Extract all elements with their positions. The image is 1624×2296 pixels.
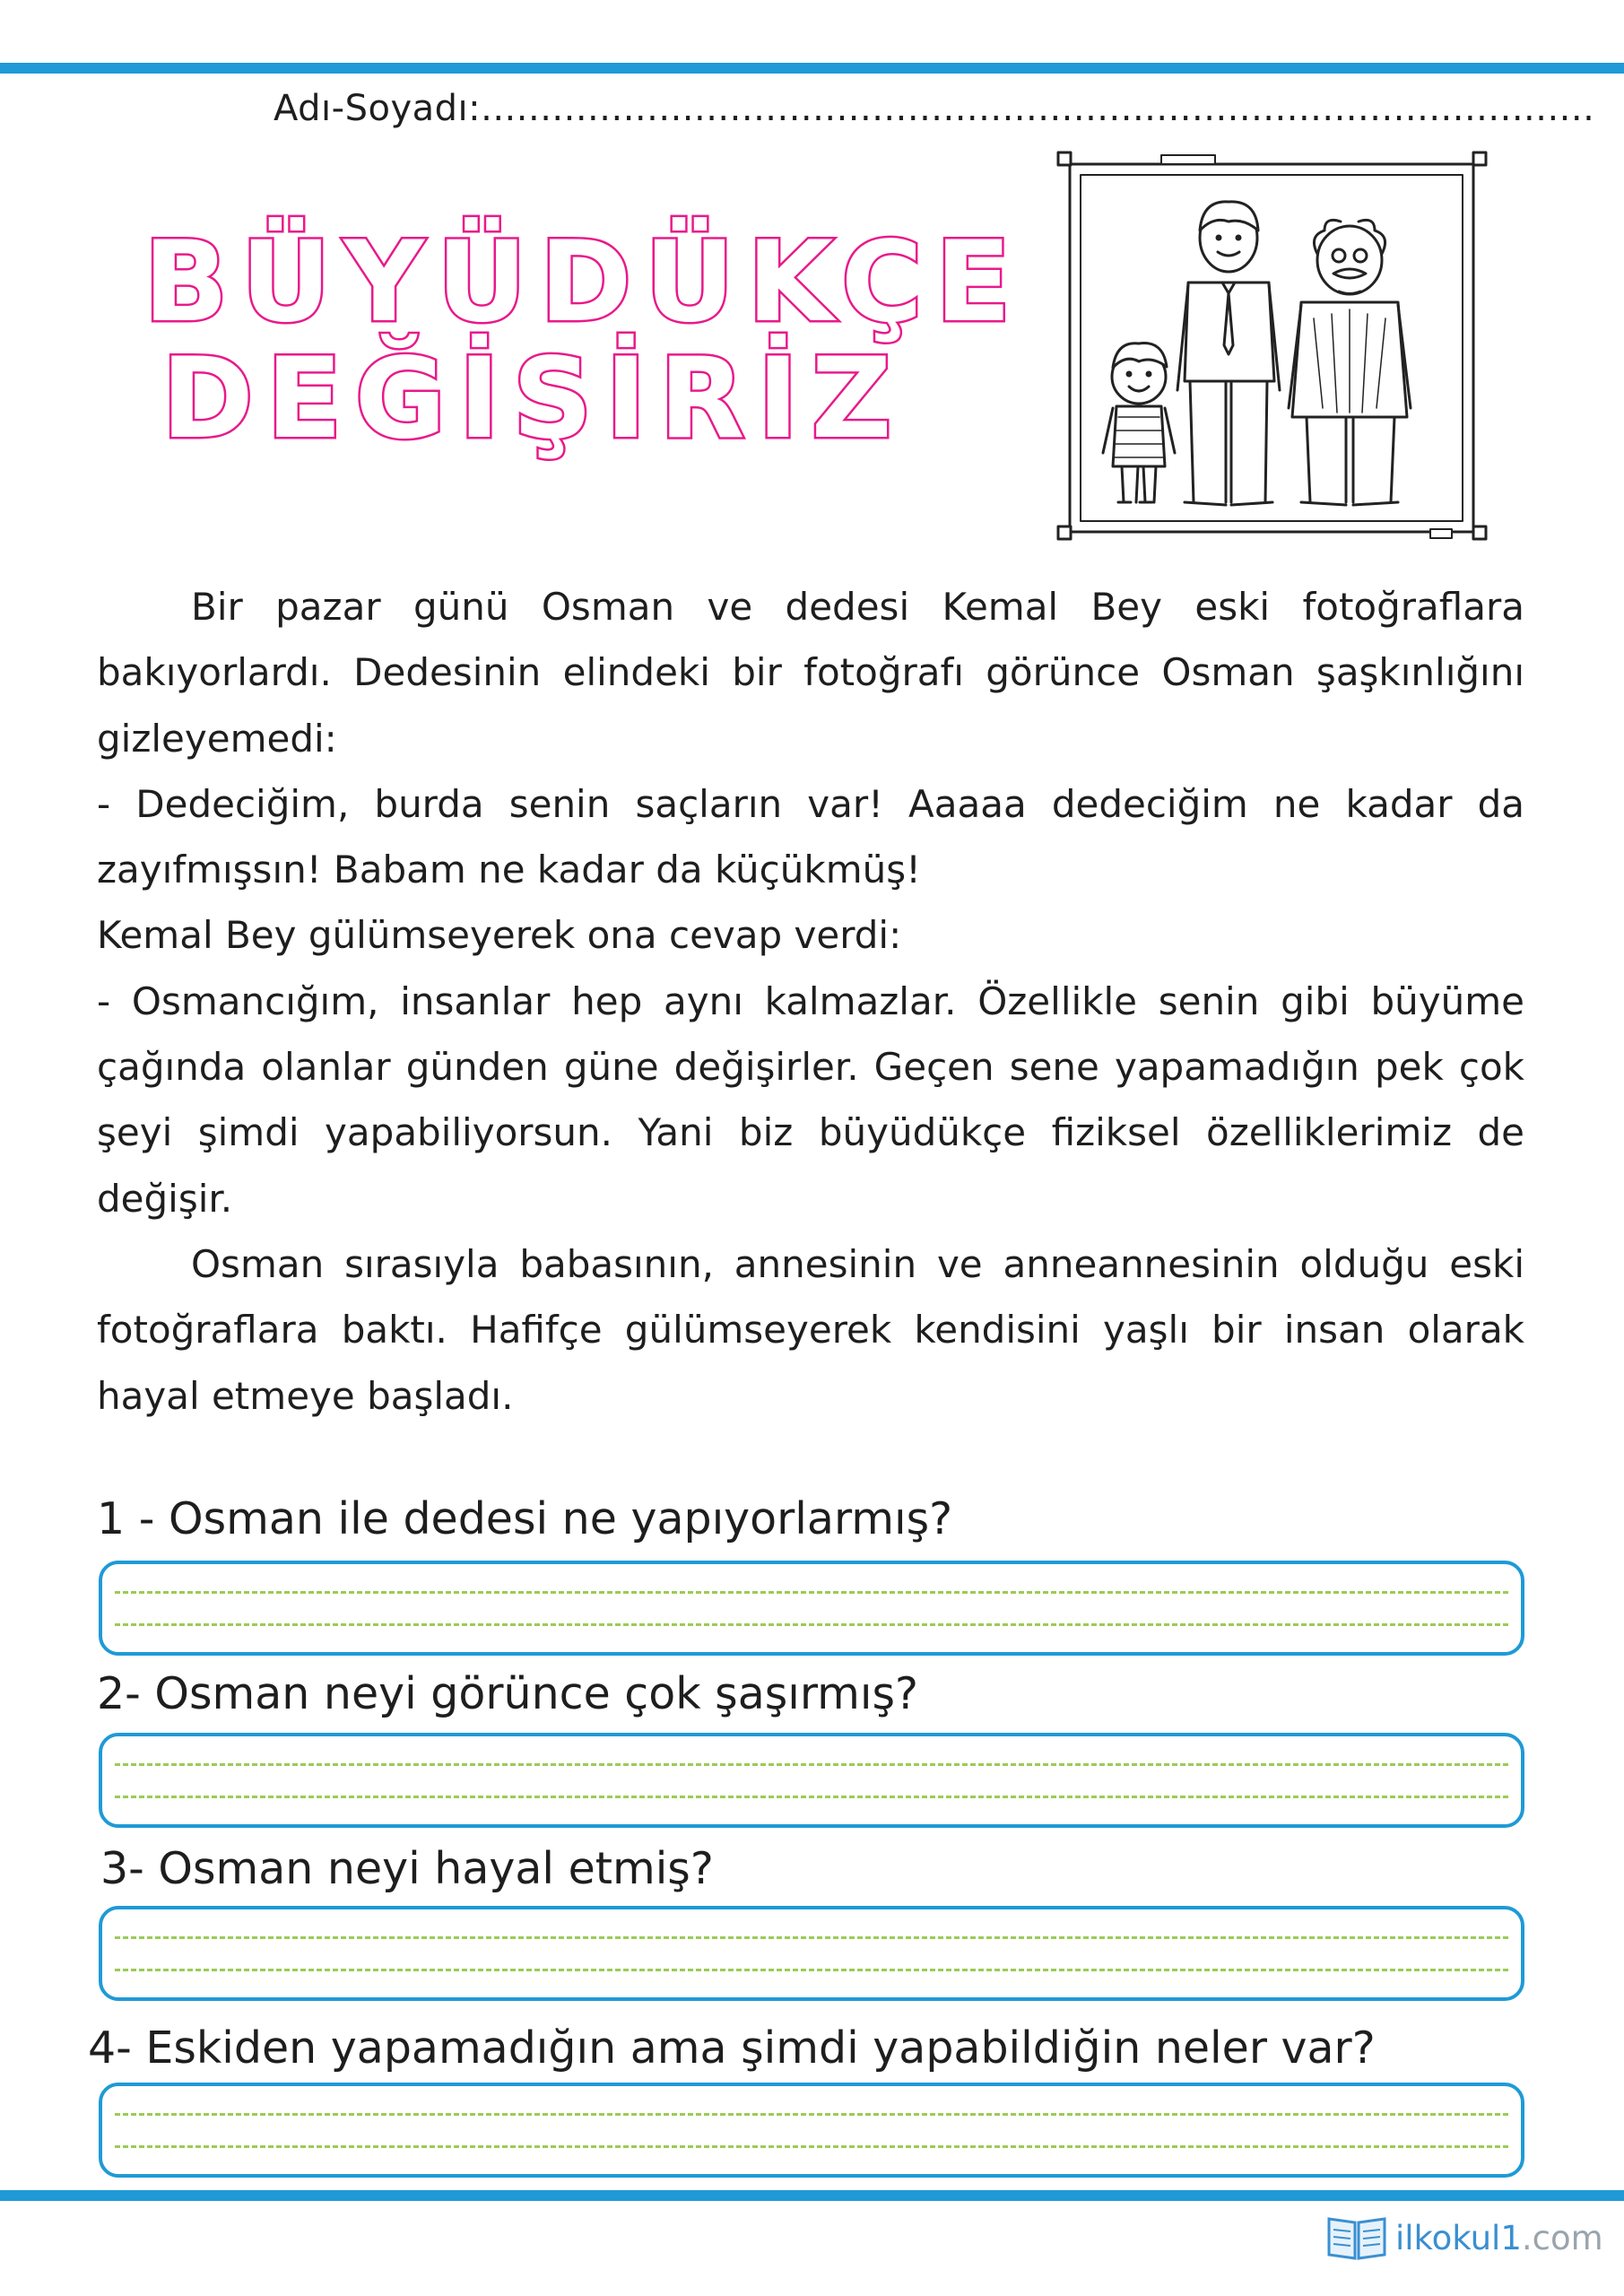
answer-guide-line <box>115 2145 1508 2148</box>
reading-passage <box>97 574 1524 1429</box>
answer-box-1[interactable] <box>99 1561 1524 1656</box>
answer-guide-line <box>115 1763 1508 1766</box>
answer-guide-line <box>115 1796 1508 1798</box>
worksheet-title <box>143 218 1040 465</box>
passage-paragraph-4: - Osmancığım, insanlar hep aynı kalmazlar. Özellikle senin gibi büyüme çağında olanlar günden güne değişirler. Geçen sene yapamadığın pek çok şeyi şimdi yapabiliyorsun. Yani biz büyüdükçe fiziksel özelliklerimiz de değişir. <box>97 978 1524 1221</box>
answer-box-4[interactable] <box>99 2083 1524 2178</box>
question-2: 2- Osman neyi görünce çok şaşırmış? <box>97 1668 919 1719</box>
answer-box-2[interactable] <box>99 1733 1524 1828</box>
answer-guide-line <box>115 1969 1508 1971</box>
question-4: 4- Eskiden yapamadığın ama şimdi yapabildiğin neler var? <box>88 2022 1376 2074</box>
site-logo[interactable] <box>1325 2212 1603 2264</box>
answer-guide-line <box>115 1591 1508 1594</box>
title-line-2: DEĞİŞİRİZ <box>161 335 905 465</box>
top-rule <box>0 63 1624 74</box>
question-3: 3- Osman neyi hayal etmiş? <box>100 1843 714 1894</box>
passage-paragraph-5: Osman sırasıyla babasının, annesinin ve anneannesinin olduğu eski fotoğraflara baktı. Hafifçe gülümseyerek kendisini yaşlı bir insan olarak hayal etmeye başladı. <box>97 1241 1524 1418</box>
passage-paragraph-1: Bir pazar günü Osman ve dedesi Kemal Bey eski fotoğraflara bakıyorlardı. Dedesinin elindeki bir fotoğrafı görünce Osman şaşkınlığını gizleyemedi: <box>97 585 1524 761</box>
answer-guide-line <box>115 1936 1508 1939</box>
family-photo-illustration <box>1054 148 1493 547</box>
passage-paragraph-2: - Dedeciğim, burda senin saçların var! Aaaaa dedeciğim ne kadar da zayıfmışsın! Babam ne kadar da küçükmüş! <box>97 781 1524 892</box>
answer-guide-line <box>115 1623 1508 1626</box>
answer-guide-line <box>115 2113 1508 2116</box>
answer-box-3[interactable] <box>99 1906 1524 2001</box>
logo-name: ilkokul1 <box>1395 2218 1522 2257</box>
passage-paragraph-3: Kemal Bey gülümseyerek ona cevap verdi: <box>97 913 902 958</box>
logo-domain: .com <box>1521 2218 1603 2257</box>
question-1: 1 - Osman ile dedesi ne yapıyorlarmış? <box>97 1493 953 1544</box>
logo-text <box>1395 2219 1603 2257</box>
open-book-icon <box>1325 2212 1388 2264</box>
title-line-1: BÜYÜDÜKÇE <box>143 218 1024 347</box>
name-surname-field[interactable]: Adı-Soyadı:.............................................................................................. <box>274 88 1595 129</box>
bottom-rule <box>0 2190 1624 2201</box>
